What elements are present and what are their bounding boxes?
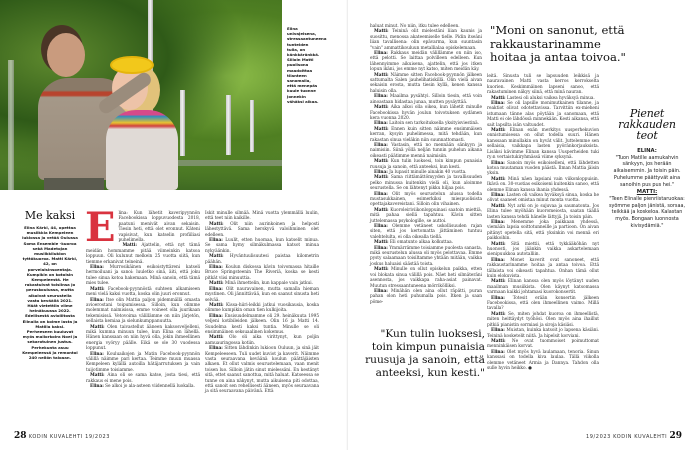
interview-paragraph [487, 258, 599, 280]
interview-paragraph [487, 74, 599, 96]
interview-paragraph [487, 339, 599, 350]
sidebar-title: Pienet rakkauden teot [618, 107, 676, 142]
man-figure [47, 33, 85, 77]
interview-paragraph [487, 204, 599, 220]
speaker-name: Matti: [90, 373, 105, 379]
speaker-name: Matti: [491, 338, 506, 344]
bio-title: Me kaksi [24, 209, 76, 222]
paragraph-text: Sitä miettii, että tykkääköhän nyt huonosti, jos jäänkin vaikka askartelemaan sienipuukkoa autotalliin. [487, 241, 600, 258]
paragraph-text: Olit myös seurustelun alussa todella mustasukkainen, esimerkiksi miespuolisista opettajakavereistani. Silloin olin vihainen. [370, 191, 482, 208]
speaker-name: Matti: [491, 128, 506, 134]
speaker-name: Matti: [374, 175, 389, 181]
interview-paragraph [487, 242, 599, 258]
interview-paragraph [205, 222, 319, 238]
drop-cap: E [85, 204, 116, 251]
paragraph-text: Sitten lähdinkin lukioon Ouluun, ja sinä jäit Kempeleeseen. Tuli uudet kuviot ja kaverit. Näimme vasta seuraavana keväänä koulun päättäjäisten alkaen. Et ollut valmis seurustelemaan, vaan menit toisen luo. Silloin jätin sinut mielessäni. En kestänyt sitä, ettet saanut sanottua, mitä haluat. Katseessa se tunne on aina näkynyt, mutta aikuisena piti odottaa, että sanoit sen rehellisesti ääneen, myös seuraavana ja sitä seuraavana päivänä. Että [205, 346, 319, 395]
birch-trunk [8, 60, 14, 190]
interview-paragraph [487, 279, 599, 295]
paragraph-text: Olet myös hyvä laulamaan, tenoria. Sinun kanssasi on todella kiva laulaa. Tällä viikolla olemme vetäneet Armia ja Dannya. Tahdon olla sulle hyvin heikko. ● [487, 349, 599, 371]
paragraph-text: Facebook-pyynnöstä suhteen alkamiseen meni vielä kaksi vuotta, koska olin juuri eronnut. [86, 286, 200, 298]
paragraph-text: Murrosikäinen esikoistyttäreni katseli hermoiluani ja sanoi: luuletko sinä, äiti, että joku tulee sinua kotoa hakemaan. Minä sanoin, että tämä mies tulee. [86, 265, 200, 287]
paragraph-text: Maailma pysähtyi. Silloin tiesin, että voin ainoastaan hidastaa junaa, mutten pysäyttää. [370, 94, 482, 105]
speaker-name: Elina: [209, 238, 223, 244]
speaker-name: Matti: [374, 207, 389, 213]
speaker-name: Matti: [90, 324, 105, 330]
interview-paragraph [86, 373, 200, 384]
birch-trunk [250, 100, 254, 152]
speaker-name: Elina: [90, 351, 104, 357]
interview-paragraph [370, 224, 482, 240]
article-column [85, 204, 201, 389]
paragraph-text: Olo oli aika virittynyt, kun poljin aamuauringossa kotiin. [205, 335, 320, 346]
paragraph-text: Vastasin, että no mennään sänkyyn ja naimisiin. Siinä yöllä neljän tunnin puhelun aikana oikeasti päätimme mennä naimisiin. [370, 142, 483, 159]
interview-paragraph [370, 267, 482, 289]
speaker-name: Matti: [209, 302, 224, 308]
interview-paragraph [370, 127, 482, 143]
page-number: 28 [14, 431, 27, 441]
paragraph-text: Ne ovat tuommoiset poimuttomat menninkäisen korvat. [487, 338, 599, 350]
paragraph-text: Ennen kuin sitten näimme ensimmäisen kerran, kysyin puhelimessa, mitä tehdään, kun rakastan sinua vieläkin niin suunnattomasti. [370, 126, 483, 143]
paragraph-text: Laitoin sen tarkoituksella yksityisviestinä. [389, 121, 479, 127]
interview-paragraph [205, 314, 319, 336]
sidebar-elina-text: "Tuon Matille aamukahvin sänkyyn, jos herään aikaisemmin. Ja toisin päin. Puhelumme päättyvät aina sanoihin pus pus hei." [613, 154, 681, 188]
article-column [205, 211, 319, 395]
paragraph-text: Minä ihmettelin, kun kappale vain jatkui. [224, 281, 313, 287]
speaker-name: Elina: [209, 313, 223, 319]
interview-paragraph [487, 350, 599, 372]
interview-paragraph [86, 287, 200, 298]
paragraph-text: Olen taivastellut ääneen kaksosveljelleni, mikä kumma minuun tulee, kun Elina on lähellä. Hänen kanssaan on niin hyvä olla, jokin ihmeellinen energia vyöryy päälle. Eikä se ole 30 vuodessa loppunut. [86, 324, 201, 352]
paragraph-text: Nyt arki on jo sujuvaa ja saumatonta. Jos Elina tulee myöhään kuoromeiosta, saatan täällä lasten kanssa tehdä hänelle lättyjä. Ja toisin päin. [487, 203, 600, 220]
speaker-name: Elina: [491, 219, 505, 225]
interview-paragraph [370, 51, 482, 73]
paragraph-text: Minä näen lapsiani vain viikonloppuisin. Ikävä on. 30-vuotias esikoiseni kuitenkin sanoo, että olemme Elinan kanssa ihania yhdessä. [487, 176, 599, 193]
paragraph-text: Menemme joka paikkaan yhdessä, viemään lapsia soittotunneille ja partioon. On aivan pitänyt opetella sitä, että yksinkin voi mennä eri paikkoihin. [487, 219, 600, 242]
speaker-name: Matti: [90, 286, 105, 292]
speaker-name: Elina: [374, 224, 388, 230]
paragraph-text: lina: Kun lähetit kaveripyynnön Facebookissa loppuvuodesta 2018, paatuni menivät aivan sekaisin. Tiesin heti, että olet eronnut. Käteni vapisivat, kun katselin profiiliasi puhelimella. [118, 211, 200, 244]
paragraph-text: Se alkoi jo ala-asteen viidennellä luokalla. [105, 384, 195, 389]
speaker-name: Elina: [209, 346, 223, 352]
speaker-name: Elina: [90, 265, 104, 271]
interview-paragraph [205, 265, 319, 281]
speaker-name: Elina: [209, 265, 223, 271]
speaker-name: Matti: [374, 105, 389, 111]
speaker-name: Matti: [122, 243, 137, 249]
paragraph-text: Luulit, etten huomaa, kun katselit minua. Se sama hymy silmäkulmassa katsot minua nykyäänkin. [205, 238, 320, 254]
speaker-name: Matti: [491, 203, 506, 209]
couple-photo [0, 0, 282, 190]
speaker-name: Matti: [374, 29, 389, 35]
interview-paragraph [487, 220, 599, 242]
interview-paragraph [370, 105, 482, 121]
park-path [170, 160, 282, 166]
sidebar-elina-label: ELINA: [637, 148, 657, 154]
speaker-name: Elina: [90, 384, 104, 389]
speaker-name: Matti: [374, 159, 389, 165]
paragraph-text: Itse olin Mattia paljon pidemmällä omasta avioerostani toipumisessa. Silloin, kun olimme molemmat naimisissa, emme voineet olla juurikaan tekemisissä. Vetovoima välillämme on niin järjetön, sellaista kemiaa ja sielunkumppanuutta. [86, 297, 200, 325]
paragraph-text: Ymmärrämme toisiamme puolesta sanasta, mikä seurustelun alussa oli myös pelottavaa. Emme pysty salaamaan toisiltamme yhtään mitään, vaikka joskus haluaisi säästää toista. [370, 245, 483, 267]
paragraph-text: Aina oli se sama katse, josta tiesi, että rakkaus ei mene pois. [86, 373, 200, 384]
speaker-name: Matti: [491, 241, 506, 247]
speaker-name: Matti: [491, 176, 506, 182]
interview-paragraph [205, 346, 319, 395]
speaker-name: Elina: [374, 191, 388, 197]
speaker-name: Elina: [374, 142, 388, 148]
paragraph-text: Näimme sitten Facebook-pyynnön jälkeen sattumalta Salen jauhelihatiskillä. Olin vielä aivan sekaisin erosta, mutta tiesin kyllä, kenen kanssa haluisin olla. [370, 72, 483, 94]
paragraph-text: Iskit minulle silmää. Minä vuotta ylemmällä luulin, että teet niin kaikille. [205, 211, 319, 222]
interview-paragraph [487, 177, 599, 193]
interview-paragraph [205, 211, 319, 222]
speaker-name: Elina: [374, 51, 388, 57]
speaker-name: Matti: [209, 281, 224, 287]
paragraph-text: Sanoin myös esikoiselleni, että lähdetten kotoa muutaman vuoden päästä. Ilman Mattia jäisin yksin. [487, 160, 600, 177]
paragraph-text: Sama riittämättömyyden ja tavallisuuden pelko minussa kuitenkin vielä oli, kun aloimme seurustella. Se on lähtenyt pikku hiljaa pois. [370, 175, 483, 192]
paragraph-text: Totesit erään konsertin jälkeen Facebookissa, että olen ihmeellinen vaimo. Millä tavalla? [487, 295, 599, 312]
sidebar-matti-text: "Teen Elinalle pienriistaruokaa: syömme paljon jänistä, sorsaa, teikkää ja koskeloa. Kalastan myös. Bongaan luonnosta kivisydämiä." [608, 195, 686, 229]
birch-trunk [226, 95, 231, 155]
paragraph-text: Olemme vetäneet uskollisuuden rajan siten, että jos kertomatta jättäminen tuntuu valehtelulta, ei olla oikealla tiellä. [370, 224, 482, 240]
interview-paragraph [487, 193, 599, 204]
paragraph-text: Se, miten johdat kuoroa on ihmeellistä, miten heittäydyt työhösi. Olen myös aina ihaillut pitkiä pianistin sormiasi ja siroja käsiäsi. [487, 311, 599, 328]
interview-paragraph [86, 384, 200, 389]
speaker-name: Elina: [374, 121, 388, 127]
paragraph-text: Teininä olit mielestäni liian kaunis ja suosittu, menossa akateemiselle tielle. Pidin itseäni liian tavallisena: olin epävarma, kun suuntasin "vain" ammattikouluun metallialaa opiskelemaan. [370, 29, 483, 51]
pull-quote-bottom: "Kun tulin luoksesi, toin kimpun punaisia ruusuja ja sanoin, että anteeksi, kun kesti." [365, 328, 485, 379]
sidebar-matti-label: MATTI: [636, 189, 658, 196]
speaker-name: Matti: [209, 335, 224, 341]
dandelion-crown [112, 58, 152, 72]
photo-caption: Elina univajeisena, stressaantuneena tunteiden tulla, on känkkäränkkä. Silloin Matti puolisona maadoittaa tilanteen sanomalla, että menepäs kuule tuonne jonnekin vähäksi aikaa. [287, 26, 327, 104]
paragraph-text: Muistan, kuinka katsoit jo lapsena käsiäni. Teininä kosketelit niitä. Ja hipelsit korviani. [487, 328, 599, 339]
speaker-name: Elina: [374, 94, 388, 100]
birch-trunk [180, 90, 185, 156]
interview-paragraph [370, 159, 482, 170]
interview-paragraph [370, 246, 482, 268]
speaker-name: Elina: [491, 328, 505, 334]
page-footer-left [14, 432, 110, 441]
paragraph-text: Lastesi oli aluksi vaikea hyväksyä minua. [506, 95, 595, 101]
speaker-name: Matti: [491, 95, 506, 101]
interview-paragraph [205, 303, 319, 314]
magazine-issue: KODIN KUVALEHTI 19/2023 [28, 434, 111, 440]
interview-paragraph [205, 287, 319, 303]
paragraph-text: Ja lupasit minulle ainakin 40 vuotta. [389, 169, 467, 175]
speaker-name: Matti: [209, 254, 224, 260]
paragraph-text: Ensisuudelmamme oli 29. heinäkuuta 1995 veljeni kotibileiden jälkeen. Olin 16 ja Matti 14. Suudelma kesti kaksi tuntia. Minulle se oli ensimmäinen seksuaalinen kokemus. [205, 313, 320, 335]
interview-paragraph [205, 238, 319, 254]
page-footer-right [586, 432, 682, 441]
interview-paragraph [370, 143, 482, 159]
paragraph-text: Elinan kanssa olen myös löytänyt uuden maailman musiikista. Olen käynyt katsomassa varmaan kaikki johtamasi kuorokonsertit. [487, 279, 600, 296]
paragraph-text: Minulle on ollut opiskelun paikka, etten voi blokata sinua välillä pois. Näet heti silmäteräni asennosta, jos vaikkapa raha-asiat painavat. Muutun stressaantuneena mörrikölliksi. [370, 267, 483, 289]
page-number: 29 [669, 431, 682, 441]
article-column [370, 24, 482, 305]
interview-paragraph [370, 175, 482, 191]
speaker-name: Elina: [491, 295, 505, 301]
speaker-name: Matti: [374, 240, 389, 246]
interview-paragraph [370, 29, 482, 51]
speaker-name: Matti: [374, 72, 389, 78]
speaker-name: Elina: [491, 101, 505, 107]
bio-box [22, 209, 78, 360]
paragraph-text: Minähän olen aina ollut räpätti, puran pahan olon heti puhumalla pois. Itken ja saan pöme- [370, 288, 482, 305]
paragraph-text: Rakkaus meidän välillämme on niin iso, että pelotti. Se laittaa polvilleen edelleen. Kun lähennyimme aikuisena, ajattelin, että jos itken lopun ikäni, jos emme nyt katso, miten meidän käy. [370, 51, 482, 73]
paragraph-text: haluat minut. No niin, itku tulee edelleen. [370, 24, 460, 29]
speaker-name: Elina: [491, 257, 505, 263]
interview-paragraph [370, 94, 482, 105]
paragraph-text: Se oli lapsille monimutkainen tilanne, ja reaktiot olivat odotettavissa. Tarvittiin ex-mieheni istumaan tänne alas pöytään ja sanomaan, että Matti ei ole lähdössä minnekään. Kesti aikansa, että sait lapsilta isän valtuudet. [487, 101, 599, 128]
speaker-name: Matti: [374, 267, 389, 273]
woman-sweater [106, 110, 178, 190]
interview-paragraph [487, 101, 599, 128]
paragraph-text: Elinan exän merkitys uusperhekuvion onnistumisessa on ollut todella suuri. Hänen kanssaan minullakin on hyvät välit. Juttelemme sen sellaisia, vaikkapa lasten pyöränkorjauksista. Lisäksi kävimme Elinan kanssa Uusperheiden tuki ry:n vertaistukiryhmässä viime syksynä. [487, 128, 599, 161]
speaker-name: Matti: [209, 221, 224, 227]
speaker-name: Elina: [90, 297, 104, 303]
interview-paragraph [86, 325, 200, 352]
paragraph-text: Kissa-hiiri-leikki jatkui vuosikausia, koska olimme kumpikin oman tien kulkijoita. [205, 302, 320, 314]
paragraph-text: leitä. Sinusta tuli se lapsuuden leikkisä ja nauravainen Matti vasta kerros kerrokselta kuorien. Keskimmäinen lapseni sanoo, että rakastuminen näkyy siinä, että minä nauran. [487, 74, 599, 96]
paragraph-text: Aika alkoi olla oikea, kun lähetit minulle Facebookissa hyvän joulun toivotuksen sydämen kera vuonna 2020. [370, 105, 482, 121]
interview-paragraph [487, 312, 599, 328]
interview-paragraph [205, 335, 319, 346]
interview-paragraph [487, 296, 599, 312]
interview-paragraph [487, 328, 599, 339]
speaker-name: Matti: [491, 279, 506, 285]
interview-paragraph [370, 192, 482, 208]
paragraph-text: Kouluaikojen ja Matin Facebook-pyynnön välillä näimme pari kertaa. Teimme muun muassa Kempeleen kylällä autoilla hätäjarrutuksen ja vain tuijotimme toisiamme. [86, 351, 200, 373]
speaker-name: Elina: [374, 245, 388, 251]
man-trousers [44, 178, 104, 190]
right-page [348, 0, 696, 450]
paragraph-text: Monet kaverit ovat sanoneet, että rakkaustarinamme hoitaa ja antaa toivoa. Että tällaista voi oikeasti tapahtua. Onhan tämä ollut kuin elokuvista. [487, 257, 600, 280]
paragraph-text: Ajattelin, että nyt tämä meidän hommamme pitää viimeinkin katsoa loppuun. Oli kulunut melkein 25 vuotta siitä, kun tiemme erkanivat teineinä. [86, 243, 200, 265]
pull-quote-top: "Moni on sanonut, että rakkaustarinamme hoitaa ja antaa toivoa." [490, 23, 626, 65]
interview-paragraph [370, 73, 482, 95]
speaker-name: Elina: [491, 160, 505, 166]
interview-paragraph [86, 265, 200, 287]
speaker-name: Elina: [209, 286, 223, 292]
interview-paragraph [205, 254, 319, 265]
interview-paragraph [370, 208, 482, 224]
paragraph-text: Lasten oli vaikea hyväksyä sinua, koska he olivat saaneet omistaa minut monta vuotta. [487, 192, 599, 204]
magazine-issue: 19/2023 KODIN KUVALEHTI [585, 434, 668, 440]
paragraph-text: Eli omatunto alkaa kolkuttaa. [389, 240, 453, 246]
interview-paragraph [487, 128, 599, 160]
interview-paragraph [370, 289, 482, 305]
speaker-name: Matti: [491, 311, 506, 317]
speaker-name: Elina: [491, 192, 505, 198]
paragraph-text: Kuoroleiriviikonloppuinasi saatoin miettiä, mitä pahaa siellä tapahtuu. Kävin sitten juttelemassa psykologille, se auttoi. [370, 207, 482, 224]
interview-paragraph [86, 352, 200, 374]
interview-paragraph [86, 298, 200, 325]
speaker-name: Elina: [374, 288, 388, 294]
speaker-name: Matti: [374, 126, 389, 132]
interview-paragraph [487, 161, 599, 177]
sidebar-small-acts-of-love [606, 108, 688, 229]
paragraph-text: Koulun diskossa kävin toivomassa hitaille Bruce Springsteenin The Riveriä, koska se kesti pitkät viisi minuuttia. [205, 265, 319, 281]
paragraph-text: Kun tulin luoksesi, toin kimpun punaisia ruusuja ja sanoin, että anteeksi, kun kesti. [370, 159, 482, 170]
paragraph-text: Hyväntuulisuutesi paistaa kilometrin päähän. [205, 254, 320, 265]
bio-text: Elina Kärki, 44, opettaa musiikkia Kempeleen lukiossa ja vetää Oulussa Soma Ensemble -kuoroa sekä Madetojan musiikkilukion tyttökuoroa. Matti Kärki, 42, on porvelaisinsoentaja. Kumpikin on kotoisin Kempeleestä. He rakastuivat toisiinsa jo peruskoulussa, mutta alkoivat seurustella vasta keväällä 2021. Häät vietettiin viime heinäkuussa 2022. Edellisestä avioliitosta Elinalla on kolme lasta ja Matilla kaksi. Perheeseen kuuluvat myös mallorkoira Noel ja sekarotuinen Justus. Perhekunta asuu Kempeleessä ja remontoi 240 neliön taloaan. [22, 225, 78, 361]
paragraph-text: Olit nauravainen, mutta samalla hieman mystinen. Oli jännittävää, kun en saanut sinusta heti selvää. [205, 286, 319, 303]
speaker-name: Elina: [374, 169, 388, 175]
paragraph-text: Olit niin aurinkoinen ja helposti lähestyttävä. Sama herskyvä valoihminen olet edelleen. [205, 221, 319, 238]
speaker-name: Elina: [491, 349, 505, 355]
article-column [487, 74, 599, 371]
